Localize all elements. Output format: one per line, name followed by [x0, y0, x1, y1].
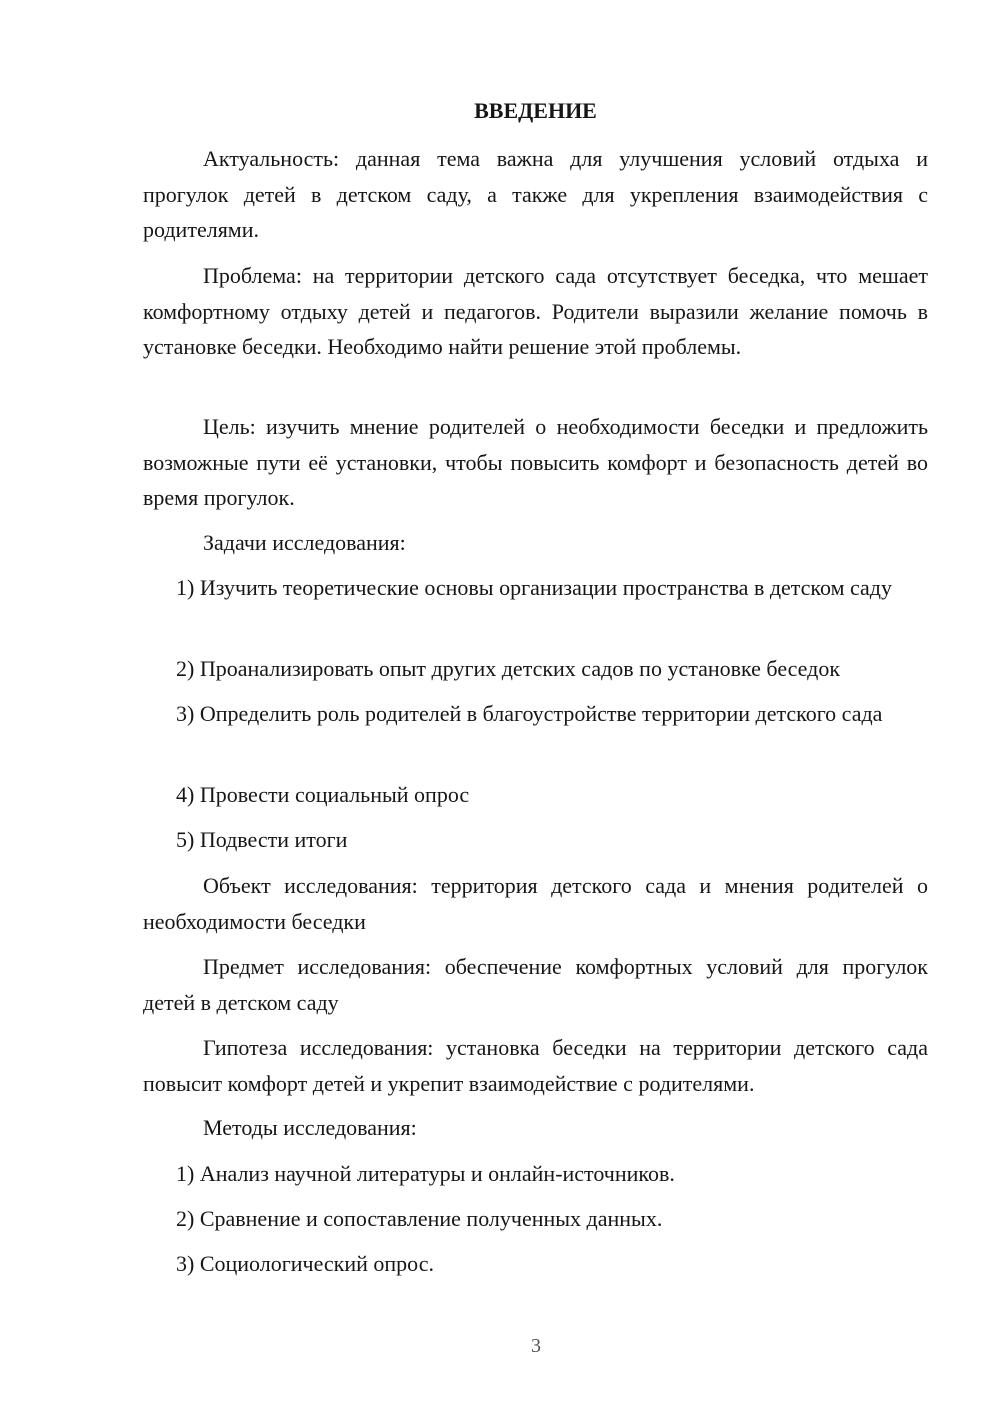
task-item-3: 3) Определить роль родителей в благоустройстве территории детского сада — [176, 701, 883, 726]
method-item-1: 1) Анализ научной литературы и онлайн-источников. — [176, 1161, 675, 1186]
problem-paragraph: Проблема: на территории детского сада отсутствует беседка, что мешает комфортному отдыху детей и педагогов. Родители выразили желание помочь в установке беседки. Необходимо найти решение этой проблемы. — [143, 263, 928, 359]
page-number: 3 — [531, 1335, 541, 1357]
object-paragraph: Объект исследования: территория детского сада и мнения родителей о необходимости беседки — [143, 873, 928, 934]
task-item-5: 5) Подвести итоги — [176, 827, 348, 852]
relevance-paragraph: Актуальность: данная тема важна для улучшения условий отдыха и прогулок детей в детском саду, а также для укрепления взаимодействия с родителями. — [143, 146, 928, 242]
methods-heading: Методы исследования: — [203, 1115, 417, 1140]
section-title: ВВЕДЕНИЕ — [474, 98, 597, 123]
tasks-heading: Задачи исследования: — [203, 530, 406, 555]
method-item-2: 2) Сравнение и сопоставление полученных данных. — [176, 1206, 663, 1231]
goal-paragraph: Цель: изучить мнение родителей о необходимости беседки и предложить возможные пути её установки, чтобы повысить комфорт и безопасность детей во время прогулок. — [143, 414, 928, 510]
task-item-2: 2) Проанализировать опыт других детских садов по установке беседок — [176, 656, 841, 681]
task-item-4: 4) Провести социальный опрос — [176, 782, 470, 807]
subject-paragraph: Предмет исследования: обеспечение комфортных условий для прогулок детей в детском саду — [143, 954, 928, 1015]
hypothesis-paragraph: Гипотеза исследования: установка беседки на территории детского сада повысит комфорт детей и укрепит взаимодействие с родителями. — [143, 1035, 928, 1096]
method-item-3: 3) Социологический опрос. — [176, 1251, 434, 1276]
task-item-1: 1) Изучить теоретические основы организации пространства в детском саду — [176, 575, 892, 600]
